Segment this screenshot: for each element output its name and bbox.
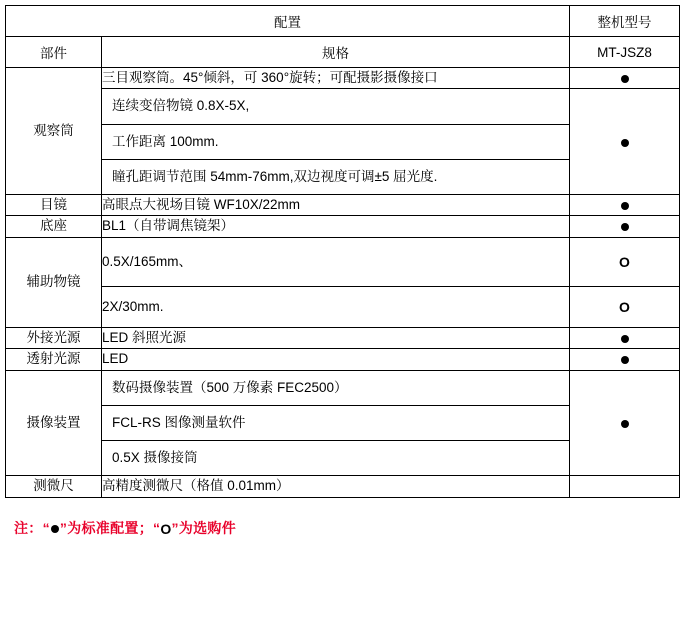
part-name: 底座 <box>6 216 102 237</box>
mark-cell <box>570 89 680 195</box>
table-row <box>6 68 680 89</box>
spec-text: 连续变倍物镜 0.8X-5X, <box>102 89 570 124</box>
specification-table <box>5 5 680 498</box>
subheader-part: 部件 <box>6 37 102 68</box>
filled-dot-icon <box>51 525 59 533</box>
spec-text: 瞳孔距调节范围 54mm-76mm,双边视度可调±5 屈光度. <box>102 159 570 194</box>
spec-text: 三目观察筒。45°倾斜，可 360°旋转；可配摄影摄像接口 <box>102 68 570 89</box>
mark-cell <box>570 349 680 370</box>
mark-cell <box>570 370 680 476</box>
spec-text: LED <box>102 349 570 370</box>
filled-dot-icon <box>621 420 629 428</box>
table-row <box>6 349 680 370</box>
subheader-spec: 规格 <box>102 37 570 68</box>
open-circle-icon: O <box>160 520 172 537</box>
filled-dot-icon <box>621 139 629 147</box>
table-subheader-row <box>6 37 680 68</box>
part-name: 外接光源 <box>6 328 102 349</box>
filled-dot-icon <box>621 223 629 231</box>
spec-text: 高精度测微尺（格值 0.01mm） <box>102 476 570 497</box>
spec-text: 高眼点大视场目镜 WF10X/22mm <box>102 195 570 216</box>
part-name: 测微尺 <box>6 476 102 497</box>
subheader-model-value: MT-JSZ8 <box>570 37 680 68</box>
footnote-prefix: 注：“ <box>14 519 50 536</box>
table-row <box>6 476 680 497</box>
mark-cell <box>570 68 680 89</box>
filled-dot-icon <box>621 202 629 210</box>
spec-text: 0.5X/165mm、 <box>102 237 570 286</box>
mark-cell <box>570 476 680 497</box>
mark-cell <box>570 195 680 216</box>
open-circle-icon: O <box>619 253 630 270</box>
mark-cell <box>570 237 680 286</box>
table-row <box>6 370 680 405</box>
part-name: 辅助物镜 <box>6 237 102 328</box>
part-name: 摄像装置 <box>6 370 102 476</box>
mark-cell <box>570 216 680 237</box>
table-row <box>6 216 680 237</box>
spec-table-page <box>0 5 684 639</box>
filled-dot-icon <box>621 335 629 343</box>
table-row <box>6 237 680 286</box>
header-configuration: 配置 <box>6 6 570 37</box>
part-name: 目镜 <box>6 195 102 216</box>
spec-text: 2X/30mm. <box>102 286 570 327</box>
mark-cell <box>570 328 680 349</box>
mark-cell <box>570 286 680 327</box>
table-row <box>6 89 680 124</box>
filled-dot-icon <box>621 356 629 364</box>
spec-text: 数码摄像装置（500 万像素 FEC2500） <box>102 370 570 405</box>
filled-dot-icon <box>621 75 629 83</box>
table-row <box>6 286 680 327</box>
footnote-suffix: ”为选购件 <box>171 519 237 536</box>
spec-text: LED 斜照光源 <box>102 328 570 349</box>
part-name: 观察筒 <box>6 68 102 195</box>
table-header-row <box>6 6 680 37</box>
table-row <box>6 195 680 216</box>
spec-text: 0.5X 摄像接筒 <box>102 441 570 476</box>
header-model: 整机型号 <box>570 6 680 37</box>
part-name: 透射光源 <box>6 349 102 370</box>
open-circle-icon: O <box>619 299 630 316</box>
footnote-middle: ”为标准配置；“ <box>59 519 161 536</box>
spec-text: FCL-RS 图像测量软件 <box>102 405 570 440</box>
table-row <box>6 328 680 349</box>
spec-text: BL1（自带调焦镜架） <box>102 216 570 237</box>
spec-text: 工作距离 100mm. <box>102 124 570 159</box>
footnote <box>14 518 684 538</box>
